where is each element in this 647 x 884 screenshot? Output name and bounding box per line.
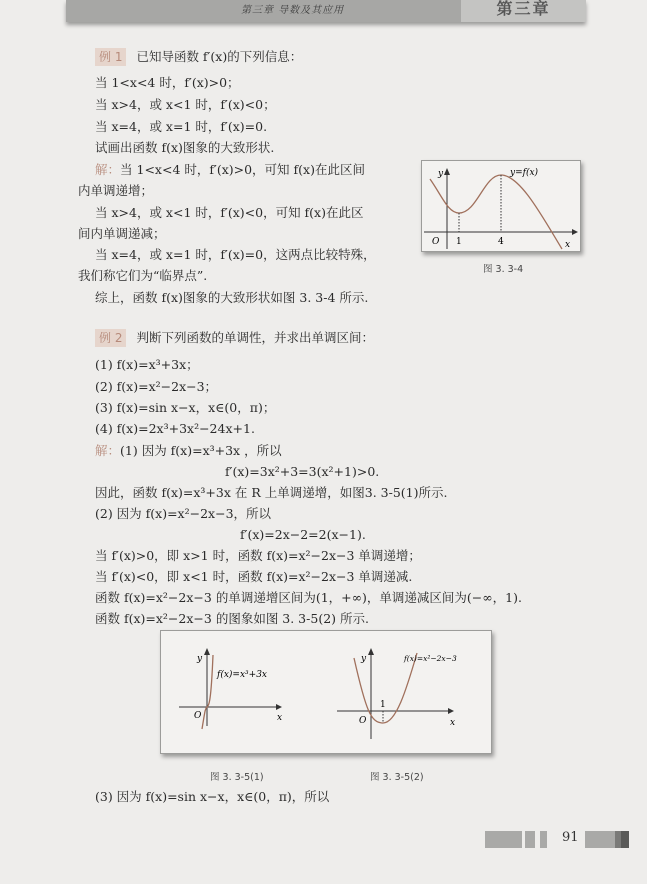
- example2-solution-line-9: 函数 f(x)=x²−2x−3 的图象如图 3. 3-5(2) 所示.: [95, 611, 369, 626]
- svg-text:x: x: [565, 240, 571, 250]
- example1-solution-line-1: [95, 162, 365, 178]
- example2-solution-line-1: [95, 443, 282, 459]
- example2-solution-line-7: 当 f′(x)<0，即 x<1 时，函数 f(x)=x²−2x−3 单调递减.: [95, 569, 413, 584]
- footer-bar-2: [525, 831, 535, 848]
- solution-label: 解：: [95, 162, 121, 177]
- figure-3-3-5-1-caption: 图 3. 3-5(1): [210, 772, 264, 783]
- example1-condition-1: 当 1<x<4 时，f′(x)>0；: [95, 75, 240, 90]
- page-number: 91: [562, 830, 579, 845]
- example2-item-4: (4) f(x)=2x³+3x²−24x+1.: [95, 421, 255, 436]
- example2-solution-line-2: f′(x)=3x²+3=3(x²+1)>0.: [225, 464, 380, 479]
- chapter-header-band: [66, 0, 586, 22]
- figure-3-3-4: [421, 160, 581, 252]
- example2-item-2: (2) f(x)=x²−2x−3；: [95, 379, 218, 394]
- example2-solution-line-4: (2) 因为 f(x)=x²−2x−3，所以: [95, 506, 272, 521]
- svg-text:f(x)=x³+3x: f(x)=x³+3x: [217, 670, 267, 680]
- graph-cubic: [161, 631, 491, 753]
- example1-condition-2: 当 x>4，或 x<1 时，f′(x)<0；: [95, 97, 276, 112]
- example1-solution-line-3: 当 x>4，或 x<1 时，f′(x)<0，可知 f(x)在此区: [95, 205, 364, 220]
- example2-solution-line-8: 函数 f(x)=x²−2x−3 的单调递增区间为(1，+∞)，单调递减区间为(−∞，1).: [95, 590, 522, 605]
- svg-text:1: 1: [456, 237, 462, 247]
- example1-solution-line-4: 间内单调递减；: [78, 226, 166, 241]
- example1-prompt: 已知导函数 f′(x)的下列信息：: [136, 49, 303, 64]
- example1-condition-3: 当 x=4，或 x=1 时，f′(x)=0.: [95, 119, 268, 134]
- svg-text:x: x: [450, 718, 456, 728]
- example2-solution-line-6: 当 f′(x)>0，即 x>1 时，函数 f(x)=x²−2x−3 单调递增；: [95, 548, 421, 563]
- example2-item-1: (1) f(x)=x³+3x；: [95, 357, 199, 372]
- example1-solution-line-6: 我们称它们为“临界点”.: [78, 268, 208, 283]
- example2-continuation: (3) 因为 f(x)=sin x−x，x∈(0，π)，所以: [95, 789, 330, 804]
- example1-solution-line-7: 综上，函数 f(x)图象的大致形状如图 3. 3-4 所示.: [95, 290, 369, 305]
- origin-label: O: [432, 237, 440, 247]
- solution-label: 解：: [95, 443, 121, 458]
- svg-text:y: y: [197, 654, 203, 664]
- example2-solution-line-3: 因此，函数 f(x)=x³+3x 在 R 上单调递增，如图3. 3-5(1)所示.: [95, 485, 448, 500]
- svg-text:4: 4: [498, 237, 504, 247]
- figure-3-3-4-caption: 图 3. 3-4: [483, 264, 524, 275]
- figure-3-3-5-2-caption: 图 3. 3-5(2): [370, 772, 424, 783]
- example1-solution-line-5: 当 x=4，或 x=1 时，f′(x)=0，这两点比较特殊，: [95, 247, 376, 262]
- svg-text:f(x)=x²−2x−3: f(x)=x²−2x−3: [404, 654, 457, 663]
- footer-bar-3: [540, 831, 547, 848]
- example2-label: 例 2: [95, 329, 126, 347]
- svg-text:y: y: [438, 169, 444, 179]
- svg-text:O: O: [359, 716, 367, 726]
- footer-bar-4: [585, 831, 615, 848]
- footer-bar-1: [485, 831, 522, 848]
- example1-label: 例 1: [95, 48, 126, 66]
- example1-solution-line-2: 内单调递增；: [78, 183, 154, 198]
- example1-heading: [95, 48, 302, 66]
- example2-heading: [95, 329, 374, 347]
- figure-3-3-5: [160, 630, 492, 754]
- svg-text:1: 1: [380, 700, 386, 710]
- solution-text: (1) 因为 f(x)=x³+3x ，所以: [120, 443, 282, 458]
- chapter-title: 第三章 导数及其应用: [241, 5, 345, 16]
- solution-text: 当 1<x<4 时，f′(x)>0，可知 f(x)在此区间: [120, 162, 365, 177]
- example2-solution-line-5: f′(x)=2x−2=2(x−1).: [240, 527, 366, 542]
- example2-item-3: (3) f(x)=sin x−x，x∈(0，π)；: [95, 400, 276, 415]
- graph-critical-points: [422, 161, 580, 251]
- svg-text:x: x: [277, 713, 283, 723]
- example2-prompt: 判断下列函数的单调性，并求出单调区间：: [136, 330, 374, 345]
- footer-bar-6: [621, 831, 629, 848]
- svg-text:O: O: [194, 711, 202, 721]
- example1-task: 试画出函数 f(x)图象的大致形状.: [95, 140, 275, 155]
- svg-text:y=f(x): y=f(x): [510, 168, 539, 178]
- svg-text:y: y: [361, 654, 367, 664]
- chapter-tab: 第三章: [461, 0, 586, 22]
